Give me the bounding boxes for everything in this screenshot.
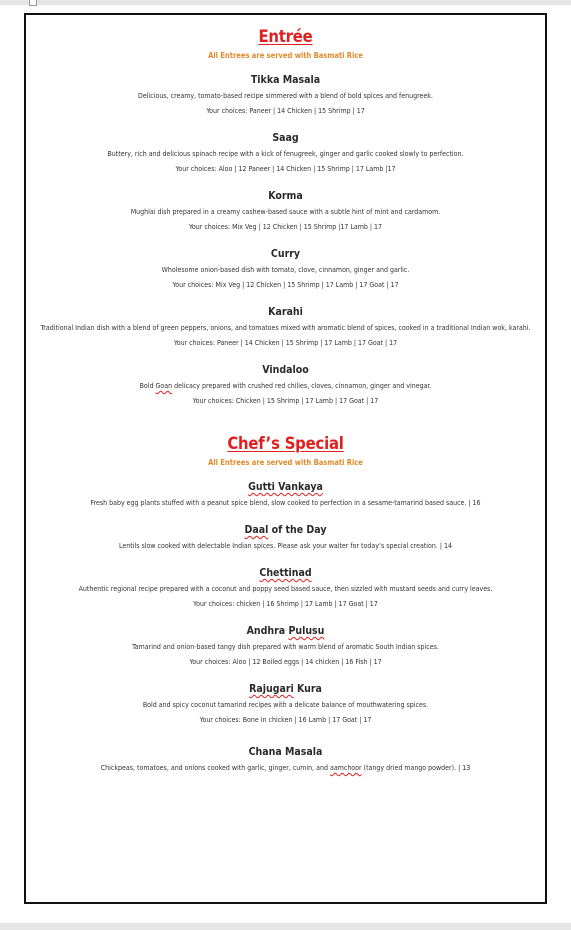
dish-name: Chana Masala — [248, 746, 323, 758]
section-note-chefs-special: All Entrees are served with Basmati Rice — [208, 458, 363, 467]
dish-name: Karahi — [268, 306, 303, 318]
section-title-entree: Entrée — [258, 27, 313, 46]
spellcheck-word: Rajugari — [249, 683, 294, 695]
dish-name-part: Andhra — [246, 625, 289, 637]
dish-vindaloo — [0, 364, 571, 409]
dish-choices: Your choices: Paneer | 14 Chicken | 15 Shrimp | 17 — [206, 107, 365, 115]
dish-tikka-masala — [0, 74, 571, 119]
dish-name: Saag — [272, 132, 299, 144]
dish-choices: Your choices: Bone in chicken | 16 Lamb | 17 Goat | 17 — [199, 716, 372, 724]
dish-description: Wholesome onion-based dish with tomato, clove, cinnamon, ginger and garlic. — [161, 266, 410, 274]
dish-choices: Your choices: Chicken | 15 Shrimp | 17 Lamb | 17 Goat | 17 — [192, 397, 379, 405]
dish-gutti-vankaya — [0, 481, 571, 511]
dish-choices: Your choices: Aloo | 12 Boiled eggs | 14 chicken | 16 Fish | 17 — [189, 658, 382, 666]
spellcheck-word: Daal — [244, 524, 269, 536]
dish-description: Delicious, creamy, tomato-based recipe simmered with a blend of bold spices and fenugreek. — [138, 92, 433, 100]
dish-description: Buttery, rich and delicious spinach recipe with a kick of fenugreek, ginger and garlic cooked slowly to perfection. — [107, 150, 464, 158]
dish-choices: Your choices: chicken | 16 Shrimp | 17 Lamb | 17 Goat | 17 — [193, 600, 378, 608]
dish-saag — [0, 132, 571, 177]
dish-choices: Your choices: Mix Veg | 12 Chicken | 15 Shrimp |17 Lamb | 17 — [188, 223, 383, 231]
spellcheck-word: aamchoor — [330, 764, 362, 772]
dish-description: Lentils slow cooked with delectable Indian spices. Please ask your waiter for today’s special creation. | 14 — [118, 542, 453, 550]
spellcheck-word: Chettinad — [259, 567, 312, 579]
dish-name-rest: of the Day — [268, 524, 327, 536]
dish-description: Mughlai dish prepared in a creamy cashew-based sauce with a subtle hint of mint and cardamom. — [130, 208, 441, 216]
dish-name — [0, 625, 571, 638]
dish-description: Traditional Indian dish with a blend of green peppers, onions, and tomatoes mixed with aromatic blend of spices, cooked in a traditional Indian wok, karahi. — [40, 324, 531, 332]
dish-curry — [0, 248, 571, 293]
dish-name-rest: Kura — [293, 683, 322, 695]
dish-daal-of-the-day — [0, 524, 571, 554]
dish-korma — [0, 190, 571, 235]
dish-name — [0, 683, 571, 696]
dish-andhra-pulusu — [0, 625, 571, 670]
spellcheck-word: Pulusu — [288, 625, 325, 637]
dish-description: Authentic regional recipe prepared with a coconut and poppy seed based sauce, then sizzled with mustard seeds and curry leaves. — [78, 585, 493, 593]
dish-description: Tamarind and onion-based tangy dish prepared with warm blend of aromatic South Indian spices. — [132, 643, 439, 651]
entree-section — [0, 27, 571, 409]
dish-name: Vindaloo — [262, 364, 309, 376]
dish-description — [0, 761, 571, 776]
dish-name: Curry — [270, 248, 301, 260]
dish-chettinad — [0, 567, 571, 612]
desc-text: delicacy prepared with crushed red chilies, cloves, cinnamon, ginger and vinegar. — [172, 382, 432, 390]
dish-name — [0, 567, 571, 580]
dish-name — [0, 481, 571, 494]
dish-choices: Your choices: Aloo | 12 Paneer | 14 Chicken | 15 Shrimp | 17 Lamb |17 — [175, 165, 396, 173]
dish-description: Fresh baby egg plants stuffed with a peanut spice blend, slow cooked to perfection in a sesame-tamarind based sauce. | 16 — [90, 499, 481, 507]
dish-karahi — [0, 306, 571, 351]
dish-description — [0, 379, 571, 394]
menu-content — [0, 13, 571, 776]
desc-text: Chickpeas, tomatoes, and onions cooked with garlic, ginger, cumin, and — [100, 764, 330, 772]
section-title-chefs-special: Chef’s Special — [227, 434, 344, 453]
desc-text: Bold — [139, 382, 156, 390]
dish-rajugari-kura — [0, 683, 571, 728]
desc-text: (tangy dried mango powder). | 13 — [361, 764, 471, 772]
chefs-special-section — [0, 434, 571, 776]
dish-chana-masala — [0, 746, 571, 776]
section-note-entree: All Entrees are served with Basmati Rice — [208, 51, 363, 60]
page-corner-marker — [29, 0, 37, 6]
dish-name: Korma — [268, 190, 303, 202]
dish-choices: Your choices: Mix Veg | 12 Chicken | 15 Shrimp | 17 Lamb | 17 Goat | 17 — [172, 281, 399, 289]
dish-description: Bold and spicy coconut tamarind recipes with a delicate balance of mouthwatering spices. — [142, 701, 429, 709]
spellcheck-word: Gutti Vankaya — [248, 481, 323, 493]
dish-name: Tikka Masala — [250, 74, 321, 86]
spellcheck-word: Goan — [155, 382, 173, 390]
dish-choices: Your choices: Paneer | 14 Chicken | 15 Shrimp | 17 Lamb | 17 Goat | 17 — [173, 339, 398, 347]
dish-name — [0, 524, 571, 537]
